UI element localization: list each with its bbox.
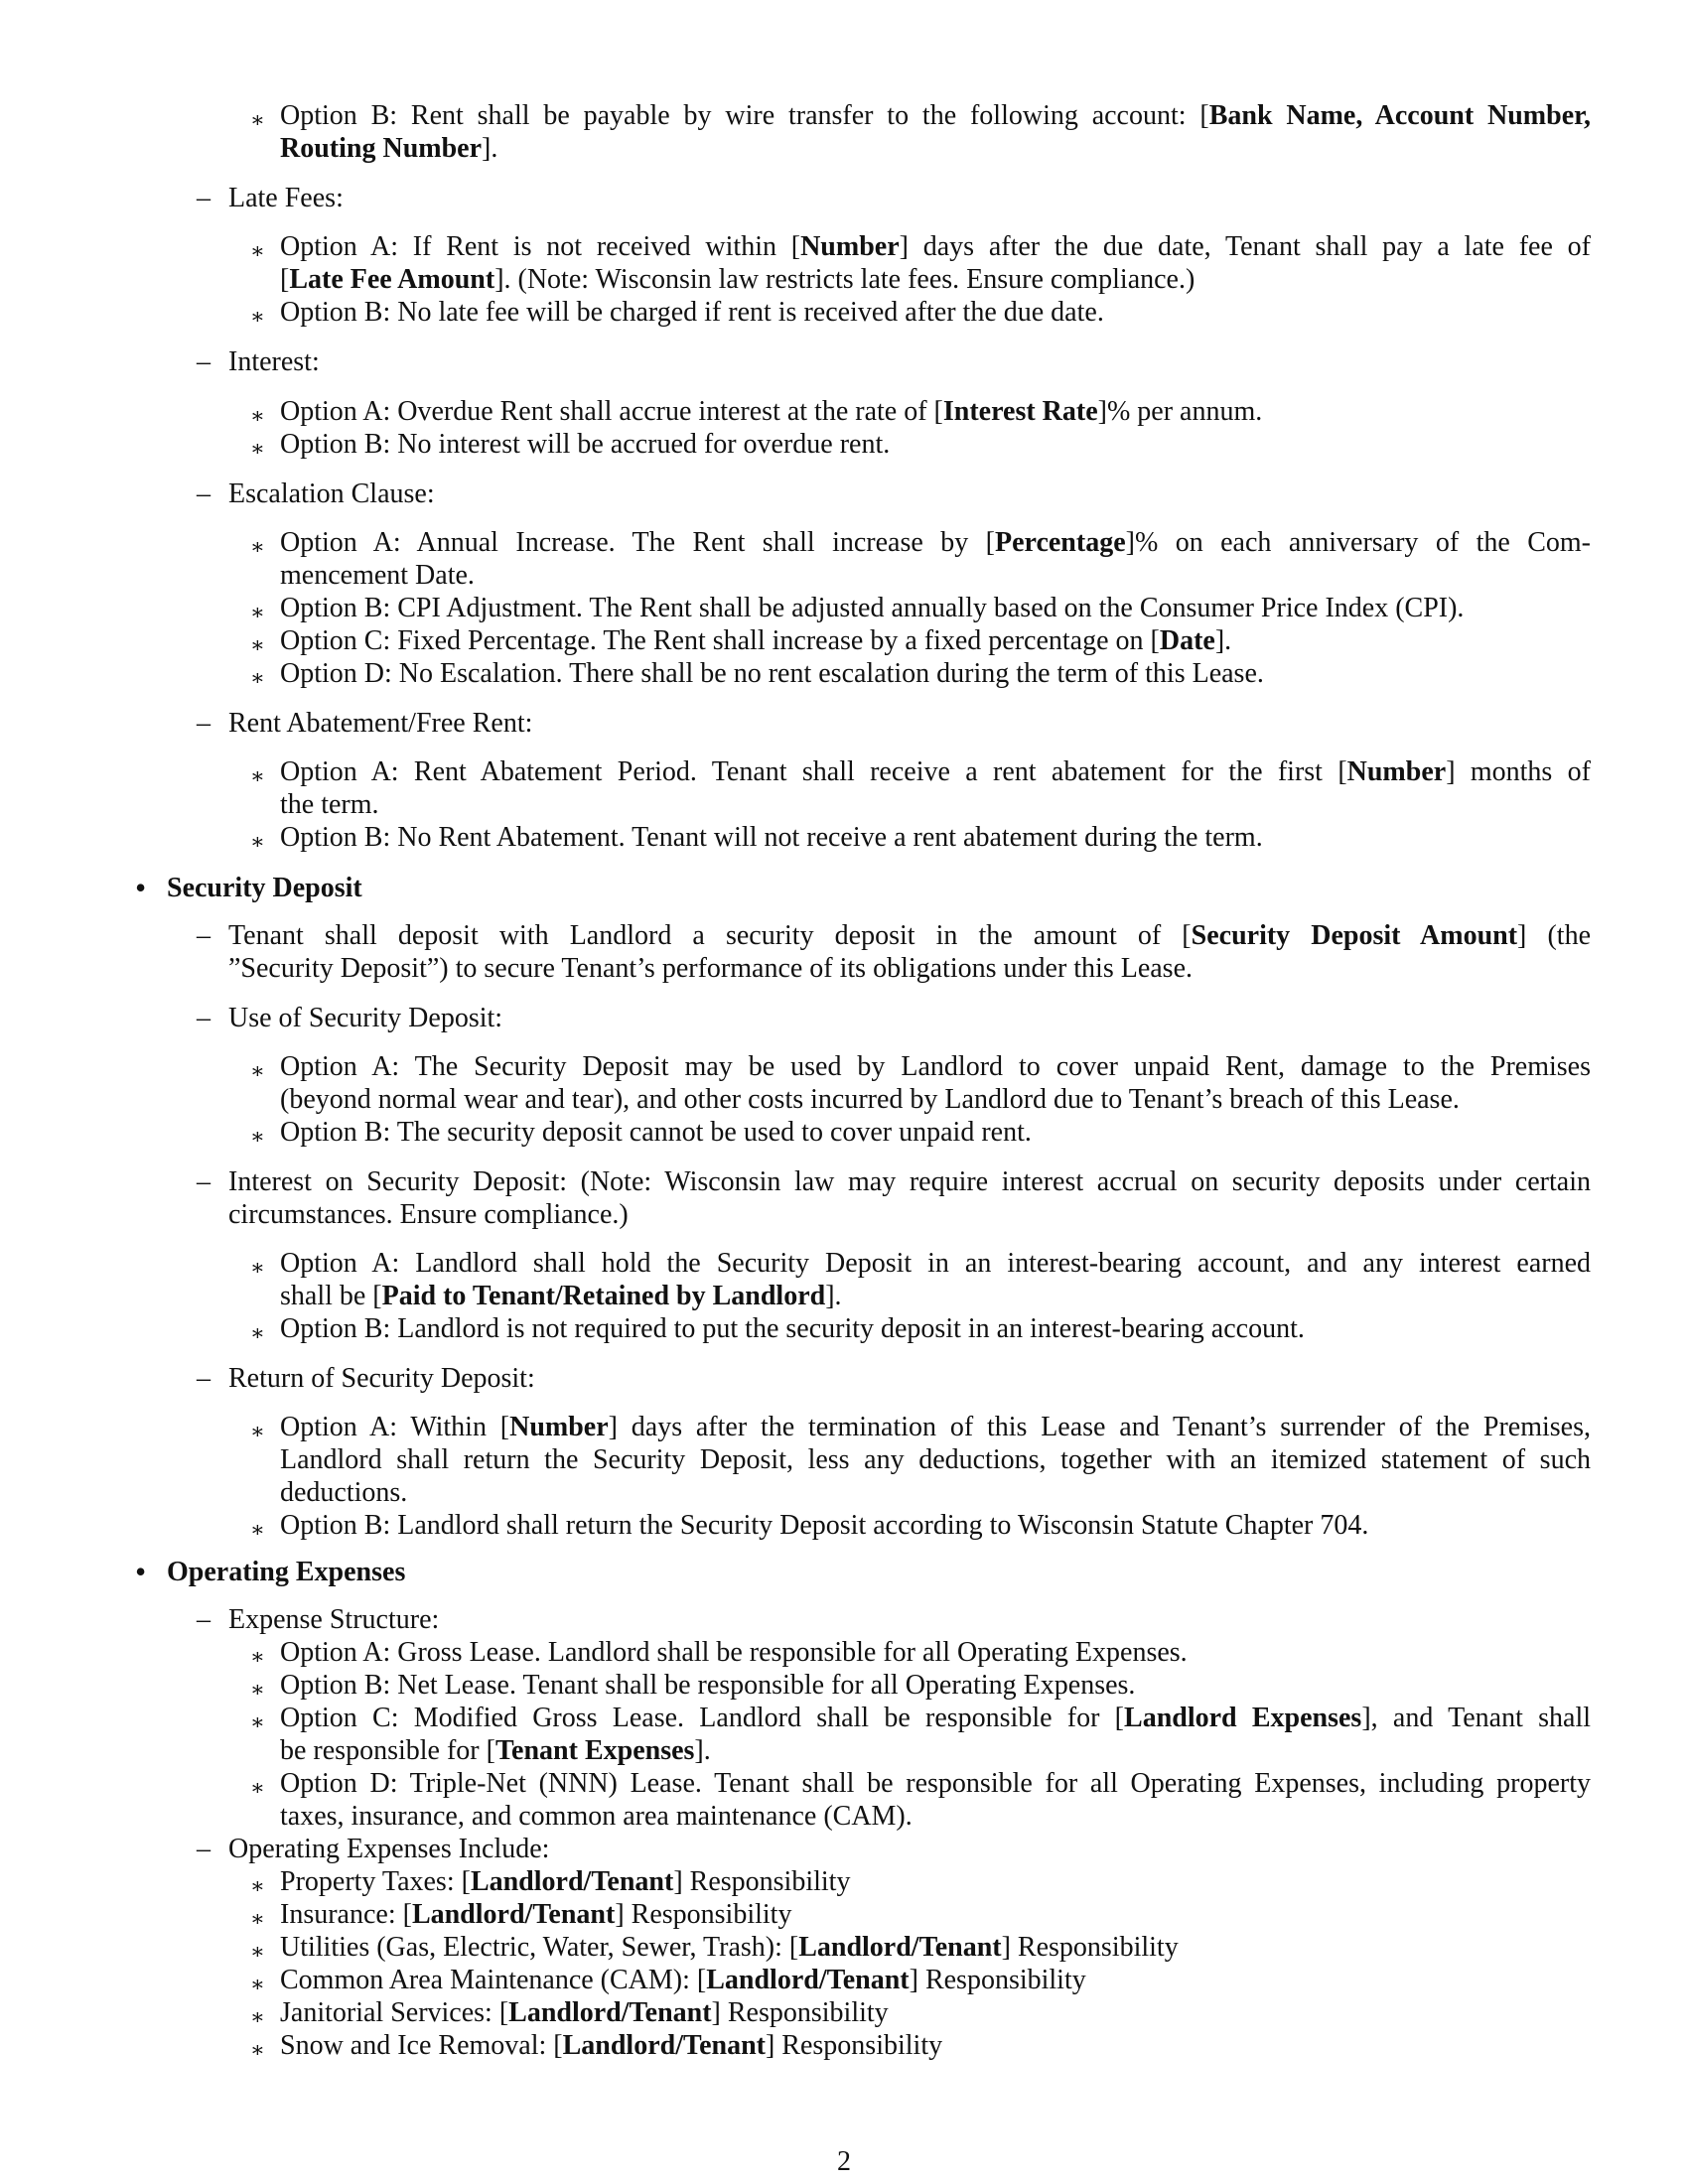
late-fees-option-a: Option A: If Rent is not received within [Number] days after the due date, Tenant shall pay a late fee of (280, 231, 1591, 262)
dash-marker: – (197, 478, 211, 509)
operating-expenses-title: Operating Expenses (167, 1557, 406, 1587)
escalation-option-a-cont: mencement Date. (280, 560, 475, 591)
star-marker: ∗ (250, 403, 265, 428)
expense-structure-option-a: Option A: Gross Lease. Landlord shall be responsible for all Operating Expenses. (280, 1637, 1188, 1668)
expense-item: Insurance: [Landlord/Tenant] Responsibility (280, 1899, 792, 1930)
star-marker: ∗ (250, 2004, 265, 2029)
security-deposit-intro: Tenant shall deposit with Landlord a security deposit in the amount of [Security Deposit Amount] (the (228, 920, 1591, 951)
star-marker: ∗ (250, 107, 265, 132)
star-marker: ∗ (250, 1709, 265, 1734)
star-marker: ∗ (250, 436, 265, 461)
star-marker: ∗ (250, 1419, 265, 1443)
return-deposit-option-b: Option B: Landlord shall return the Security Deposit according to Wisconsin Statute Chapter 704. (280, 1510, 1369, 1541)
star-marker: ∗ (250, 304, 265, 329)
dash-marker: – (197, 1363, 211, 1394)
expense-item: Utilities (Gas, Electric, Water, Sewer, Trash): [Landlord/Tenant] Responsibility (280, 1932, 1179, 1963)
star-marker: ∗ (250, 632, 265, 657)
expense-structure-option-b: Option B: Net Lease. Tenant shall be responsible for all Operating Expenses. (280, 1670, 1136, 1701)
security-deposit-title: Security Deposit (167, 873, 362, 903)
star-marker: ∗ (250, 665, 265, 690)
use-of-deposit-option-b: Option B: The security deposit cannot be used to cover unpaid rent. (280, 1117, 1032, 1148)
star-marker: ∗ (250, 1677, 265, 1702)
expense-item: Snow and Ice Removal: [Landlord/Tenant] Responsibility (280, 2030, 943, 2061)
star-marker: ∗ (250, 1972, 265, 1996)
late-fees-heading: Late Fees: (228, 183, 344, 213)
star-marker: ∗ (250, 1775, 265, 1800)
expense-structure-heading: Expense Structure: (228, 1604, 440, 1635)
star-marker: ∗ (250, 600, 265, 624)
use-of-deposit-option-a: Option A: The Security Deposit may be used by Landlord to cover unpaid Rent, damage to the Premises (280, 1051, 1591, 1082)
deposit-interest-option-b: Option B: Landlord is not required to put the security deposit in an interest-bearing account. (280, 1313, 1305, 1344)
star-marker: ∗ (250, 1058, 265, 1083)
escalation-option-b: Option B: CPI Adjustment. The Rent shall be adjusted annually based on the Consumer Price Index (CPI). (280, 593, 1465, 623)
dash-marker: – (197, 1003, 211, 1033)
return-deposit-option-a-cont2: deductions. (280, 1477, 408, 1508)
star-marker: ∗ (250, 1255, 265, 1280)
star-marker: ∗ (250, 1939, 265, 1964)
star-marker: ∗ (250, 1644, 265, 1669)
deposit-interest-option-a: Option A: Landlord shall hold the Security Deposit in an interest-bearing account, and any interest earned (280, 1248, 1591, 1279)
late-fees-option-b: Option B: No late fee will be charged if rent is received after the due date. (280, 297, 1104, 328)
escalation-option-c: Option C: Fixed Percentage. The Rent shall increase by a fixed percentage on [Date]. (280, 625, 1232, 656)
deposit-interest-heading: Interest on Security Deposit: (Note: Wisconsin law may require interest accrual on security deposits under certain (228, 1166, 1591, 1197)
use-of-deposit-heading: Use of Security Deposit: (228, 1003, 503, 1033)
deposit-interest-option-a-cont: shall be [Paid to Tenant/Retained by Landlord]. (280, 1281, 842, 1311)
star-marker: ∗ (250, 1320, 265, 1345)
star-marker: ∗ (250, 829, 265, 854)
star-marker: ∗ (250, 1906, 265, 1931)
abatement-option-a: Option A: Rent Abatement Period. Tenant shall receive a rent abatement for the first [Number] months of (280, 756, 1591, 787)
star-marker: ∗ (250, 2037, 265, 2062)
abatement-heading: Rent Abatement/Free Rent: (228, 708, 533, 739)
star-marker: ∗ (250, 1124, 265, 1149)
interest-option-a: Option A: Overdue Rent shall accrue interest at the rate of [Interest Rate]% per annum. (280, 396, 1263, 427)
security-deposit-intro-cont: ”Security Deposit”) to secure Tenant’s performance of its obligations under this Lease. (228, 953, 1194, 984)
star-marker: ∗ (250, 534, 265, 559)
star-marker: ∗ (250, 763, 265, 788)
star-marker: ∗ (250, 238, 265, 263)
dash-marker: – (197, 346, 211, 377)
return-deposit-option-a-cont: Landlord shall return the Security Deposit, less any deductions, together with an itemized statement of such (280, 1444, 1591, 1475)
expense-structure-option-c-cont: be responsible for [Tenant Expenses]. (280, 1735, 711, 1766)
rent-payment-option-b: Option B: Rent shall be payable by wire transfer to the following account: [Bank Name, Account Number, (280, 100, 1591, 131)
expense-item: Common Area Maintenance (CAM): [Landlord/Tenant] Responsibility (280, 1965, 1086, 1995)
expenses-include-heading: Operating Expenses Include: (228, 1834, 550, 1864)
page-number: 2 (837, 2146, 851, 2177)
dash-marker: – (197, 183, 211, 213)
abatement-option-a-cont: the term. (280, 789, 379, 820)
expense-item: Janitorial Services: [Landlord/Tenant] Responsibility (280, 1997, 889, 2028)
deposit-interest-heading-cont: circumstances. Ensure compliance.) (228, 1199, 629, 1230)
expense-structure-option-c: Option C: Modified Gross Lease. Landlord shall be responsible for [Landlord Expenses], and Tenant shall (280, 1703, 1592, 1733)
star-marker: ∗ (250, 1873, 265, 1898)
late-fees-option-a-cont: [Late Fee Amount]. (Note: Wisconsin law restricts late fees. Ensure compliance.) (280, 264, 1196, 295)
rent-payment-option-b-cont: Routing Number]. (280, 133, 498, 164)
expense-item: Property Taxes: [Landlord/Tenant] Responsibility (280, 1866, 851, 1897)
bullet-marker: • (135, 1554, 147, 1589)
dash-marker: – (197, 1604, 211, 1635)
use-of-deposit-option-a-cont: (beyond normal wear and tear), and other costs incurred by Landlord due to Tenant’s breach of this Lease. (280, 1084, 1460, 1115)
interest-heading: Interest: (228, 346, 320, 377)
bullet-marker: • (135, 870, 147, 905)
return-deposit-option-a: Option A: Within [Number] days after the termination of this Lease and Tenant’s surrender of the Premises, (280, 1412, 1591, 1442)
dash-marker: – (197, 920, 211, 951)
dash-marker: – (197, 1166, 211, 1197)
star-marker: ∗ (250, 1517, 265, 1542)
escalation-option-a: Option A: Annual Increase. The Rent shall increase by [Percentage]% on each anniversary of the Com- (280, 527, 1591, 558)
expense-structure-option-d: Option D: Triple-Net (NNN) Lease. Tenant shall be responsible for all Operating Expenses, including property (280, 1768, 1591, 1799)
expense-structure-option-d-cont: taxes, insurance, and common area maintenance (CAM). (280, 1801, 913, 1832)
abatement-option-b: Option B: No Rent Abatement. Tenant will not receive a rent abatement during the term. (280, 822, 1263, 853)
dash-marker: – (197, 1834, 211, 1864)
escalation-heading: Escalation Clause: (228, 478, 435, 509)
dash-marker: – (197, 708, 211, 739)
interest-option-b: Option B: No interest will be accrued for overdue rent. (280, 429, 891, 460)
escalation-option-d: Option D: No Escalation. There shall be no rent escalation during the term of this Lease. (280, 658, 1264, 689)
return-deposit-heading: Return of Security Deposit: (228, 1363, 535, 1394)
